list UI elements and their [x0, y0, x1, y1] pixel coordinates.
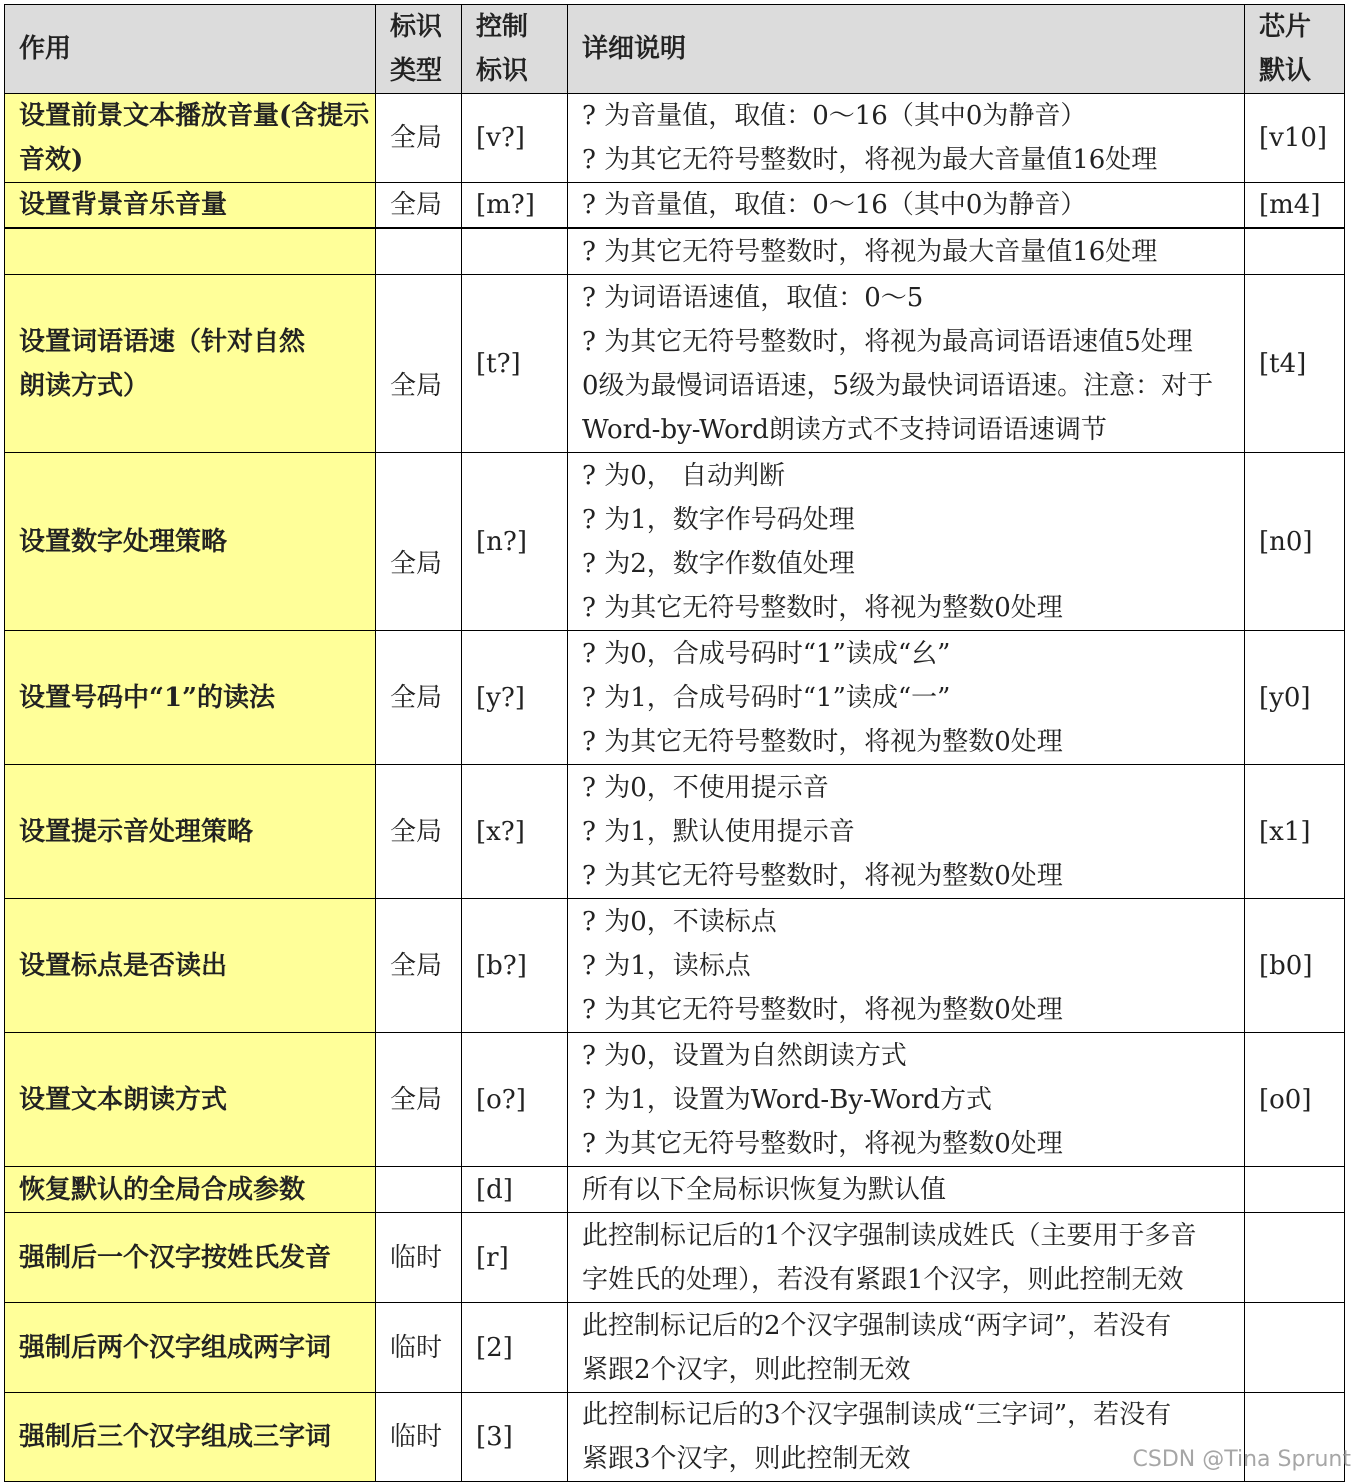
table-row	[5, 1303, 1345, 1393]
row-type: 全局	[376, 899, 462, 1033]
row-default	[1245, 1213, 1345, 1303]
row-type	[376, 229, 462, 275]
row-action: 设置词语语速（针对自然朗读方式）	[5, 275, 376, 453]
control-tag-table	[4, 4, 1345, 228]
row-default: [y0]	[1245, 631, 1345, 765]
row-default: [t4]	[1245, 275, 1345, 453]
row-default	[1245, 1167, 1345, 1213]
table-row	[5, 453, 1345, 631]
row-tag: [y?]	[462, 631, 568, 765]
row-type: 全局	[376, 183, 462, 228]
header-type: 标识 类型	[376, 5, 462, 94]
control-tag-table-continued	[4, 228, 1345, 1482]
row-action	[5, 229, 376, 275]
row-detail: 所有以下全局标识恢复为默认值	[568, 1167, 1245, 1213]
row-tag: [v?]	[462, 94, 568, 183]
row-type: 全局	[376, 453, 462, 631]
row-tag: [3]	[462, 1393, 568, 1482]
row-detail: ? 为音量值，取值：0～16（其中0为静音）	[568, 183, 1245, 228]
table-row	[5, 1213, 1345, 1303]
row-type: 全局	[376, 275, 462, 453]
row-detail: ? 为音量值，取值：0～16（其中0为静音） ? 为其它无符号整数时，将视为最大音量值16处理	[568, 94, 1245, 183]
row-detail: 此控制标记后的3个汉字强制读成“三字词”，若没有 紧跟3个汉字，则此控制无效	[568, 1393, 1245, 1482]
table-header-row	[5, 5, 1345, 94]
row-default	[1245, 1303, 1345, 1393]
row-type: 全局	[376, 94, 462, 183]
row-action: 恢复默认的全局合成参数	[5, 1167, 376, 1213]
table-row	[5, 94, 1345, 183]
row-action: 设置文本朗读方式	[5, 1033, 376, 1167]
row-tag: [r]	[462, 1213, 568, 1303]
header-default: 芯片 默认	[1245, 5, 1345, 94]
row-detail: ? 为其它无符号整数时，将视为最大音量值16处理	[568, 229, 1245, 275]
row-type: 临时	[376, 1303, 462, 1393]
row-action: 强制后三个汉字组成三字词	[5, 1393, 376, 1482]
row-detail: ? 为0，不使用提示音 ? 为1，默认使用提示音 ? 为其它无符号整数时，将视为整数0处理	[568, 765, 1245, 899]
row-default: [m4]	[1245, 183, 1345, 228]
table-row	[5, 229, 1345, 275]
row-tag: [n?]	[462, 453, 568, 631]
table-row	[5, 765, 1345, 899]
row-tag: [2]	[462, 1303, 568, 1393]
header-ctrl: 控制 标识	[462, 5, 568, 94]
row-default: [n0]	[1245, 453, 1345, 631]
row-default: [b0]	[1245, 899, 1345, 1033]
row-detail: 此控制标记后的2个汉字强制读成“两字词”，若没有 紧跟2个汉字，则此控制无效	[568, 1303, 1245, 1393]
header-action: 作用	[5, 5, 376, 94]
row-detail: 此控制标记后的1个汉字强制读成姓氏（主要用于多音 字姓氏的处理），若没有紧跟1个汉字，则此控制无效	[568, 1213, 1245, 1303]
row-default: [o0]	[1245, 1033, 1345, 1167]
row-default	[1245, 229, 1345, 275]
row-type: 全局	[376, 765, 462, 899]
row-tag: [b?]	[462, 899, 568, 1033]
row-action: 设置背景音乐音量	[5, 183, 376, 228]
row-default: [x1]	[1245, 765, 1345, 899]
row-type: 全局	[376, 1033, 462, 1167]
watermark: CSDN @Tina Sprunt	[1132, 1447, 1351, 1472]
table-row	[5, 275, 1345, 453]
row-type: 临时	[376, 1213, 462, 1303]
row-action: 强制后一个汉字按姓氏发音	[5, 1213, 376, 1303]
row-action: 设置提示音处理策略	[5, 765, 376, 899]
row-tag: [o?]	[462, 1033, 568, 1167]
row-detail: ? 为0，不读标点 ? 为1，读标点 ? 为其它无符号整数时，将视为整数0处理	[568, 899, 1245, 1033]
row-tag: [t?]	[462, 275, 568, 453]
row-default: [v10]	[1245, 94, 1345, 183]
table-row	[5, 631, 1345, 765]
row-detail: ? 为0，设置为自然朗读方式 ? 为1，设置为Word-By-Word方式 ? 为其它无符号整数时，将视为整数0处理	[568, 1033, 1245, 1167]
row-tag	[462, 229, 568, 275]
table-row	[5, 1033, 1345, 1167]
row-action: 设置前景文本播放音量(含提示音效)	[5, 94, 376, 183]
row-detail: ? 为词语语速值，取值：0～5 ? 为其它无符号整数时，将视为最高词语语速值5处理 0级为最慢词语语速，5级为最快词语语速。注意：对于 Word-by-Word朗读方式不支持词语语速调节	[568, 275, 1245, 453]
row-action: 强制后两个汉字组成两字词	[5, 1303, 376, 1393]
row-type	[376, 1167, 462, 1213]
row-tag: [m?]	[462, 183, 568, 228]
row-type: 全局	[376, 631, 462, 765]
row-action: 设置标点是否读出	[5, 899, 376, 1033]
row-detail: ? 为0， 自动判断 ? 为1，数字作号码处理 ? 为2，数字作数值处理 ? 为其它无符号整数时，将视为整数0处理	[568, 453, 1245, 631]
row-type: 临时	[376, 1393, 462, 1482]
row-action: 设置号码中“1”的读法	[5, 631, 376, 765]
row-tag: [x?]	[462, 765, 568, 899]
row-action: 设置数字处理策略	[5, 453, 376, 631]
row-tag: [d]	[462, 1167, 568, 1213]
row-detail: ? 为0，合成号码时“1”读成“幺” ? 为1，合成号码时“1”读成“一” ? 为其它无符号整数时，将视为整数0处理	[568, 631, 1245, 765]
table-row	[5, 183, 1345, 228]
header-detail: 详细说明	[568, 5, 1245, 94]
table-row	[5, 899, 1345, 1033]
table-row	[5, 1167, 1345, 1213]
